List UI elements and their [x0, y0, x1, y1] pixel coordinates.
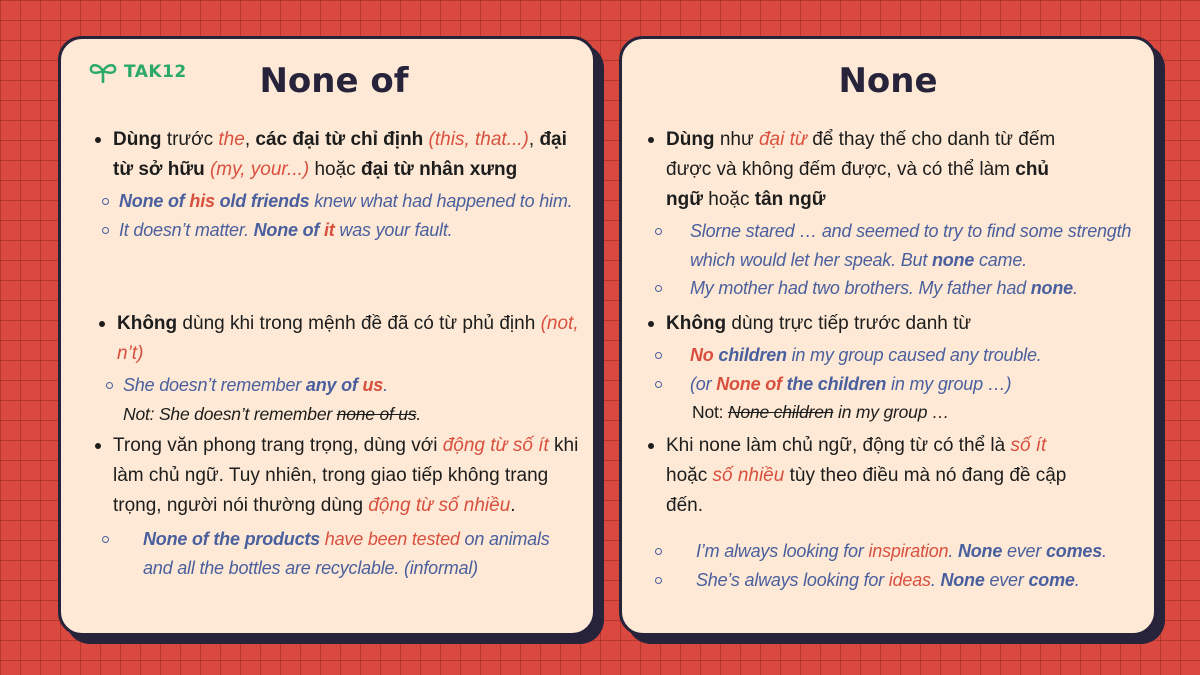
usage-section-3: [644, 431, 1144, 594]
example-item: My mother had two brothers. My father had none.: [644, 274, 1144, 303]
bullet-item: Không dùng khi trong mệnh đề đã có từ phủ định (not, n’t): [95, 309, 581, 369]
none-of-card: [58, 36, 596, 636]
example-item: It doesn’t matter. None of it was your fault.: [91, 216, 581, 245]
card-title: None: [838, 61, 938, 101]
incorrect-note: Not: She doesn’t remember none of us.: [123, 403, 422, 424]
example-item: (or None of the children in my group …): [644, 370, 1144, 399]
usage-section-3: [91, 431, 581, 582]
example-item: None of his old friends knew what had happened to him.: [91, 187, 581, 216]
example-item: No children in my group caused any trouble.: [644, 341, 1144, 370]
none-card: [619, 36, 1157, 636]
example-item: None of the products have been tested on animals and all the bottles are recyclable. (informal): [91, 525, 581, 582]
example-item: Slorne stared … and seemed to try to find some strength which would let her speak. But none came.: [644, 217, 1144, 274]
example-item: I’m always looking for inspiration. None ever comes.: [644, 537, 1144, 566]
bullet-item: Khi none làm chủ ngữ, động từ có thể là số ít hoặc số nhiều tùy theo điều mà nó đang đề cập đến.: [644, 431, 1144, 521]
bullet-item: Dùng trước the, các đại từ chỉ định (this, that...), đại từ sở hữu (my, your...) hoặc đại từ nhân xưng: [91, 125, 581, 185]
usage-section-1: [91, 125, 581, 244]
usage-section-1: [644, 125, 1144, 303]
incorrect-note: Not: None children in my group …: [692, 402, 950, 422]
example-item: She’s always looking for ideas. None ever come.: [644, 566, 1144, 595]
usage-section-2: [95, 309, 581, 428]
bullet-item: Dùng như đại từ để thay thế cho danh từ đếm được và không đếm được, và có thể làm chủ ngữ hoặc tân ngữ: [644, 125, 1144, 215]
bullet-item: Trong văn phong trang trọng, dùng với động từ số ít khi làm chủ ngữ. Tuy nhiên, trong giao tiếp không trang trọng, người nói thường dùng động từ số nhiều.: [91, 431, 581, 521]
logo-text: TAK12: [124, 62, 187, 82]
usage-section-2: [644, 309, 1144, 426]
card-title: None of: [259, 61, 409, 101]
example-item: She doesn’t remember any of us.: [95, 371, 581, 400]
bullet-item: Không dùng trực tiếp trước danh từ: [644, 309, 1144, 339]
